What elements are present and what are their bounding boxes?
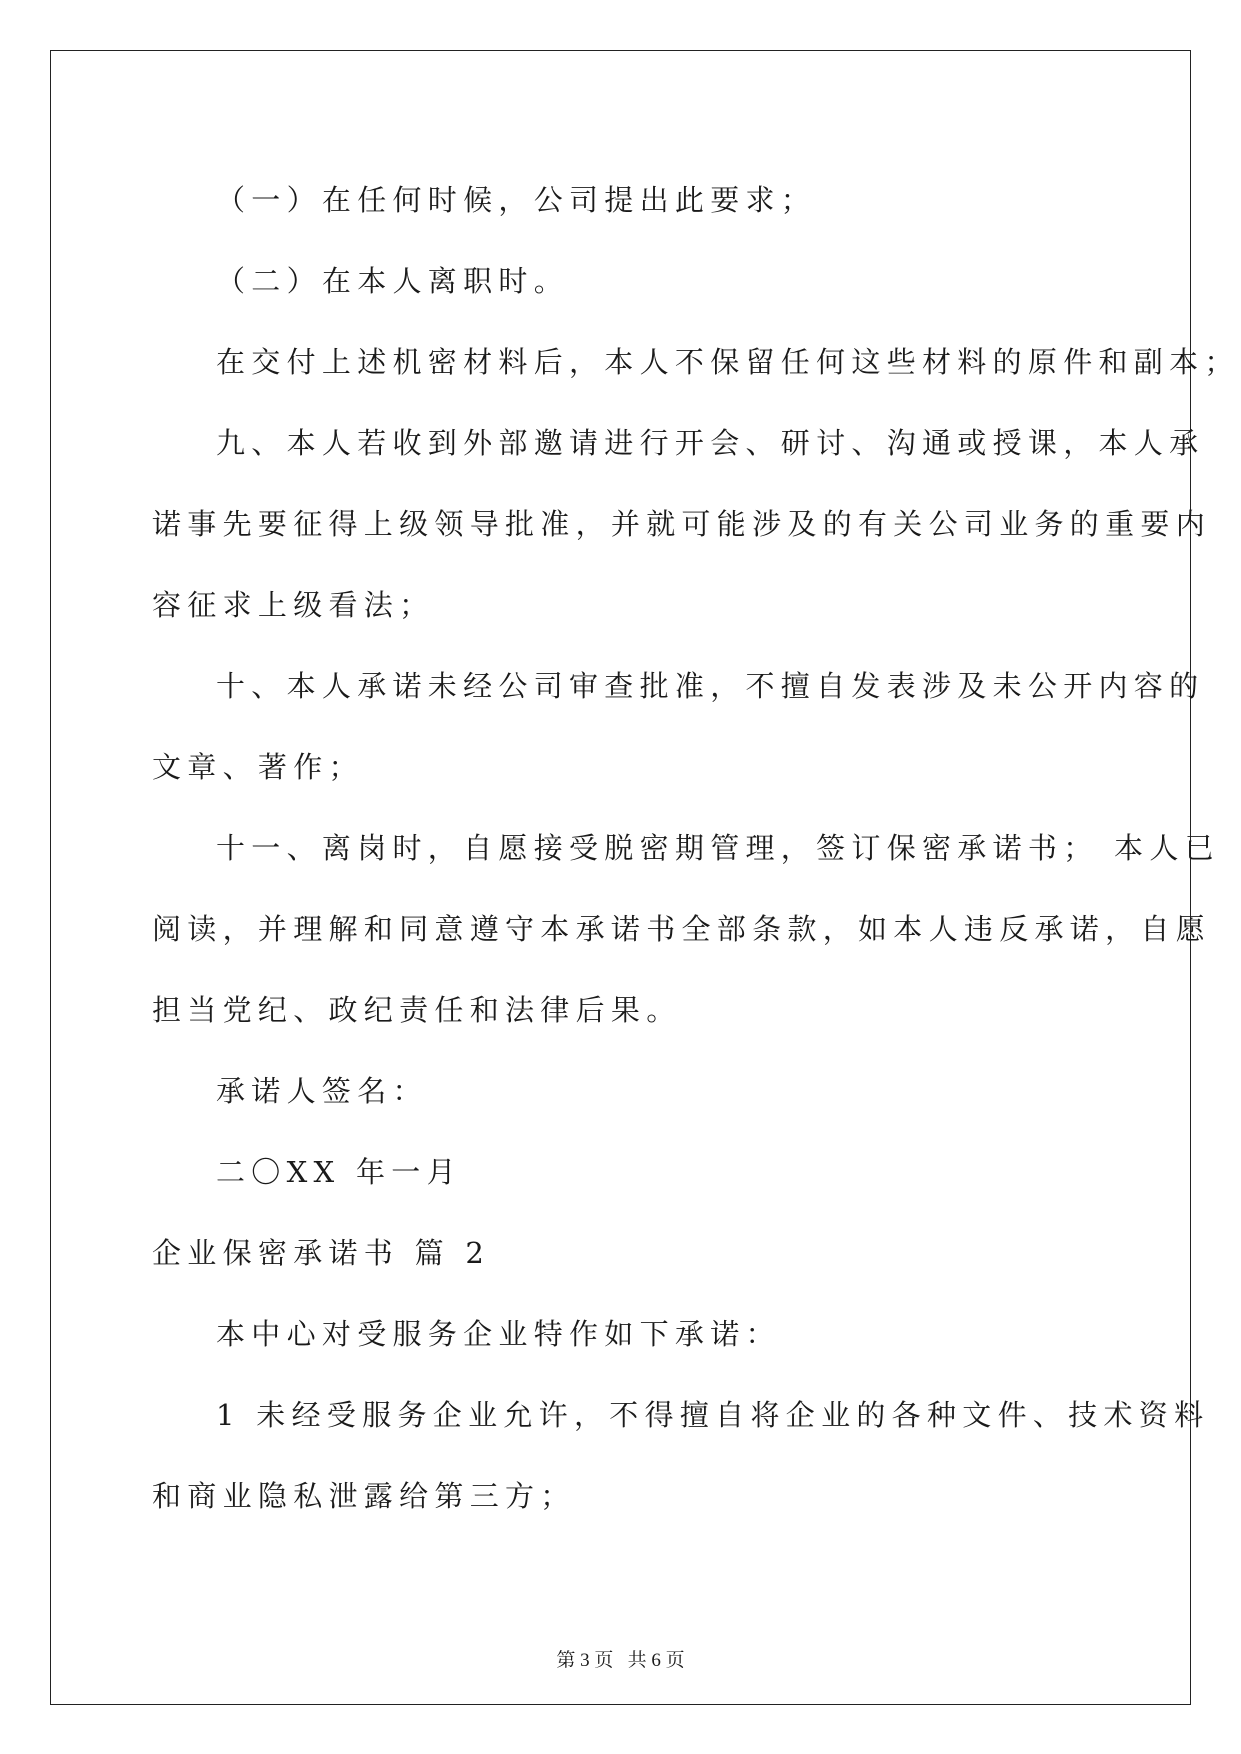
paragraph-line: （二）在本人离职时。 (216, 264, 570, 298)
paragraph-line: 诺事先要征得上级领导批准，并就可能涉及的有关公司业务的重要内 (152, 507, 1212, 541)
section-heading: 企业保密承诺书 篇 2 (152, 1236, 491, 1270)
signature-label: 承诺人签名： (216, 1074, 428, 1108)
paragraph-line: 容征求上级看法； (152, 588, 435, 622)
date-line: 二〇XX 年一月 (216, 1155, 462, 1189)
paragraph-line: 1 未经受服务企业允许，不得擅自将企业的各种文件、技术资料 (216, 1398, 1210, 1432)
paragraph-line: 担当党纪、政纪责任和法律后果。 (152, 993, 682, 1027)
page-total: 共 6 页 (627, 1650, 685, 1671)
paragraph-line: 文章、著作； (152, 750, 364, 784)
paragraph-line: （一）在任何时候，公司提出此要求； (216, 183, 817, 217)
paragraph-line: 本中心对受服务企业特作如下承诺： (216, 1317, 781, 1351)
paragraph-line: 和商业隐私泄露给第三方； (152, 1479, 576, 1513)
paragraph-line: 在交付上述机密材料后，本人不保留任何这些材料的原件和副本； (216, 345, 1240, 379)
page-number: 第 3 页 (556, 1650, 614, 1671)
paragraph-line: 十一、离岗时，自愿接受脱密期管理，签订保密承诺书； 本人已 (216, 831, 1220, 865)
paragraph-line: 十、本人承诺未经公司审查批准，不擅自发表涉及未公开内容的 (216, 669, 1205, 703)
page-footer (0, 1645, 1241, 1672)
document-body (152, 160, 1240, 1537)
paragraph-line: 阅读，并理解和同意遵守本承诺书全部条款，如本人违反承诺，自愿 (152, 912, 1212, 946)
paragraph-line: 九、本人若收到外部邀请进行开会、研讨、沟通或授课，本人承 (216, 426, 1205, 460)
